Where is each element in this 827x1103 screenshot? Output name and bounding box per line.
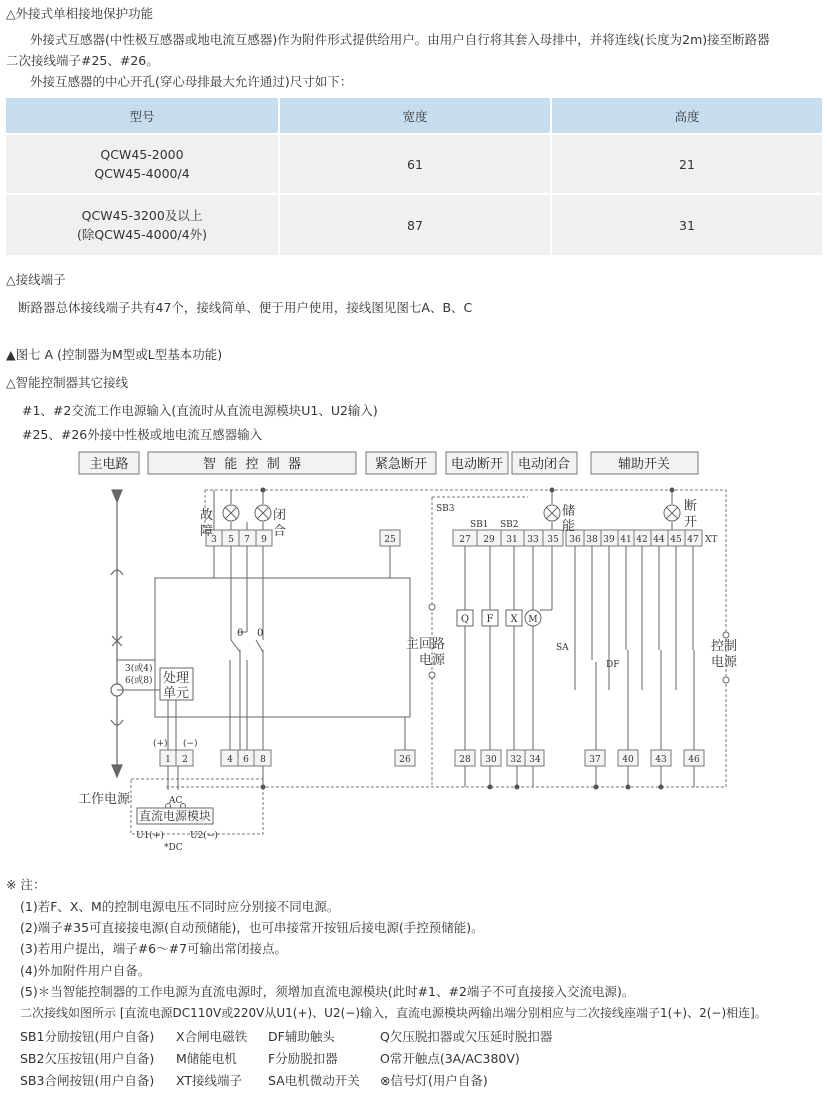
terminal-label: 45 <box>670 535 682 545</box>
terminal-label: 27 <box>459 535 471 545</box>
ac-label: AC <box>169 796 183 806</box>
diagram-header-main-circuit: 主电路 <box>89 457 129 472</box>
diagram-header-electric-open: 电动断开 <box>450 457 504 472</box>
terminal-label: 47 <box>687 535 699 545</box>
model-line: QCW45-3200及以上 <box>81 208 203 223</box>
main-circuit-power-label-1: 主回路 <box>406 637 446 652</box>
sb2-label: SB2 <box>500 520 519 530</box>
model-line: (除QCW45-4000/4外) <box>76 227 208 242</box>
sb3-label: SB3 <box>436 504 455 514</box>
processing-unit-label-1: 处理 <box>163 671 190 686</box>
legend-item: SB3合闸按钮(用户自备) <box>20 1073 155 1088</box>
coil-x-label: X <box>510 614 518 625</box>
legend-item: ⊗信号灯(用户自备) <box>380 1073 488 1088</box>
sb1-label: SB1 <box>470 520 489 530</box>
legend-item: XT接线端子 <box>176 1073 242 1088</box>
legend-item: Q欠压脱扣器或欠压延时脱扣器 <box>380 1029 553 1044</box>
note-item: (2)端子#35可直接接电源(自动预储能)，也可串接常开按钮后接电源(手控预储能)。 <box>20 920 484 935</box>
dc-label: *DC <box>164 843 183 853</box>
terminal-label: 46 <box>688 755 700 765</box>
control-power-label-1: 控制 <box>711 639 738 654</box>
terminal-label: 31 <box>506 535 518 545</box>
terminal-label: 28 <box>459 755 471 765</box>
legend-item: O常开触点(3A/AC380V) <box>380 1051 520 1066</box>
terminal-label: 8 <box>260 755 266 765</box>
coil-q-label: Q <box>460 614 470 625</box>
terminal-label: 42 <box>636 535 648 545</box>
terminal-label: 38 <box>586 535 598 545</box>
terminal-label: 26 <box>399 755 411 765</box>
section-heading-controller: △智能控制器其它接线 <box>6 375 129 390</box>
sa-label: SA <box>556 643 569 653</box>
section-heading-terminals: △接线端子 <box>6 272 66 287</box>
df-label: DF <box>606 660 620 670</box>
note-item: (3)若用户提出，端子#6～#7可输出常闭接点。 <box>20 941 288 956</box>
terminal-label: 36 <box>569 535 581 545</box>
legend-item: SB1分励按钮(用户自备) <box>20 1029 155 1044</box>
terminal-label: 34 <box>529 755 541 765</box>
lamp-label-open-1: 断 <box>684 499 698 514</box>
header-model: 型号 <box>6 98 279 134</box>
legend-item: DF辅助触头 <box>268 1029 335 1044</box>
legend-item: SA电机微动开关 <box>268 1073 360 1088</box>
terminal-label: 7 <box>244 535 250 545</box>
terminal-label: 3 <box>211 535 217 545</box>
cell-height: 31 <box>551 194 822 255</box>
terminal-label: 9 <box>261 535 267 545</box>
terminal-label: 1 <box>165 755 171 765</box>
note-item: (1)若F、X、M的控制电源电压不同时应分别接不同电源。 <box>20 899 340 914</box>
terminal-label: 43 <box>655 755 667 765</box>
header-height: 高度 <box>551 98 822 134</box>
u2-label: U2(−) <box>190 831 218 841</box>
terminal-label: 32 <box>510 755 522 765</box>
section-heading-ground-protection: △外接式单相接地保护功能 <box>6 6 154 21</box>
intro-paragraph-line2: 二次接线端子#25、#26。 <box>6 53 159 68</box>
main-circuit-power-label-2: 电源 <box>419 653 446 668</box>
terminal-label: 40 <box>622 755 634 765</box>
dc-module-label: 直流电源模块 <box>138 809 212 823</box>
intro-paragraph-line1: 外接式互感器(中性极互感器或地电流互感器)作为附件形式提供给用户。由用户自行将其套入母排中，并将连线(长度为2m)接至断路器 <box>30 32 770 47</box>
note-item: (4)外加附件用户自备。 <box>20 963 151 978</box>
terminal-label: 37 <box>589 755 601 765</box>
figure-title: ▲图七 A (控制器为M型或L型基本功能) <box>6 347 223 362</box>
diagram-header-emergency-off: 紧急断开 <box>374 457 428 472</box>
diagram-header-electric-close: 电动闭合 <box>517 457 571 472</box>
legend-item: M储能电机 <box>176 1051 237 1066</box>
model-line: QCW45-4000/4 <box>94 166 190 181</box>
terminal-label: 4 <box>227 755 233 765</box>
lamp-label-fault-2: 障 <box>199 524 213 539</box>
terminal-label: 2 <box>182 755 188 765</box>
lamp-label-store-1: 储 <box>562 504 576 519</box>
terminal-label: 29 <box>483 535 495 545</box>
work-power-label: 工作电源 <box>78 792 131 807</box>
terminals-text: 断路器总体接线端子共有47个，接线简单、便于用户使用，接线图见图七A、B、C <box>18 300 473 315</box>
terminal-label: 35 <box>547 535 559 545</box>
note-item: 二次接线如图所示 [直流电源DC110V或220V从U1(+)、U2(−)输入，直流电源模块两输出端分别相应与二次接线座端子1(+)、2(−)相连]。 <box>20 1006 767 1020</box>
diagram-header-controller: 智 能 控 制 器 <box>202 457 302 472</box>
legend-item: X合闸电磁铁 <box>176 1029 248 1044</box>
ct-label-2: 6(或8) <box>125 676 153 686</box>
controller-item-2: #25、#26外接中性极或地电流互感器输入 <box>22 427 263 442</box>
terminal-label: 41 <box>620 535 632 545</box>
lamp-label-open-2: 开 <box>684 515 698 530</box>
terminal-label: 6 <box>243 755 249 765</box>
terminal-label: 39 <box>603 535 615 545</box>
contact-zero-label: 0 <box>257 628 264 639</box>
minus-label: (−) <box>183 739 198 749</box>
lamp-label-close-1: 闭 <box>273 508 287 523</box>
cell-width: 87 <box>279 194 551 255</box>
ct-label-1: 3(或4) <box>125 664 153 674</box>
lamp-label-fault-1: 故 <box>199 508 213 523</box>
notes-heading: ※ 注： <box>6 877 46 892</box>
motor-m-label: M <box>528 615 538 625</box>
note-item: (5)＊当智能控制器的工作电源为直流电源时，须增加直流电源模块(此时#1、#2端子不可直接接入交流电源)。 <box>20 984 635 999</box>
terminal-label: 44 <box>653 535 665 545</box>
lamp-label-store-2: 能 <box>562 519 576 534</box>
terminal-label: 30 <box>485 755 497 765</box>
xt-label: XT <box>705 535 718 545</box>
plus-label: (+) <box>153 739 168 749</box>
legend-item: F分励脱扣器 <box>268 1051 338 1066</box>
control-power-label-2: 电源 <box>711 655 738 670</box>
cell-width: 61 <box>279 134 551 194</box>
terminal-label: 5 <box>228 535 234 545</box>
cell-height: 21 <box>551 134 822 194</box>
coil-f-label: F <box>486 614 494 625</box>
intro-paragraph-2: 外接互感器的中心开孔(穿心母排最大允许通过)尺寸如下： <box>30 74 353 89</box>
legend-item: SB2欠压按钮(用户自备) <box>20 1051 155 1066</box>
lamp-label-close-2: 合 <box>273 524 287 539</box>
processing-unit-label-2: 单元 <box>163 686 190 701</box>
u1-label: U1(+) <box>136 831 164 841</box>
model-line: QCW45-2000 <box>100 147 184 162</box>
controller-item-1: #1、#2交流工作电源输入(直流时从直流电源模块U1、U2输入) <box>22 403 378 418</box>
terminal-label: 33 <box>527 535 539 545</box>
terminal-label: 25 <box>384 535 396 545</box>
diagram-header-aux-switch: 辅助开关 <box>617 457 671 472</box>
contact-zero-label: 0 <box>237 628 244 639</box>
header-width: 宽度 <box>279 98 551 134</box>
